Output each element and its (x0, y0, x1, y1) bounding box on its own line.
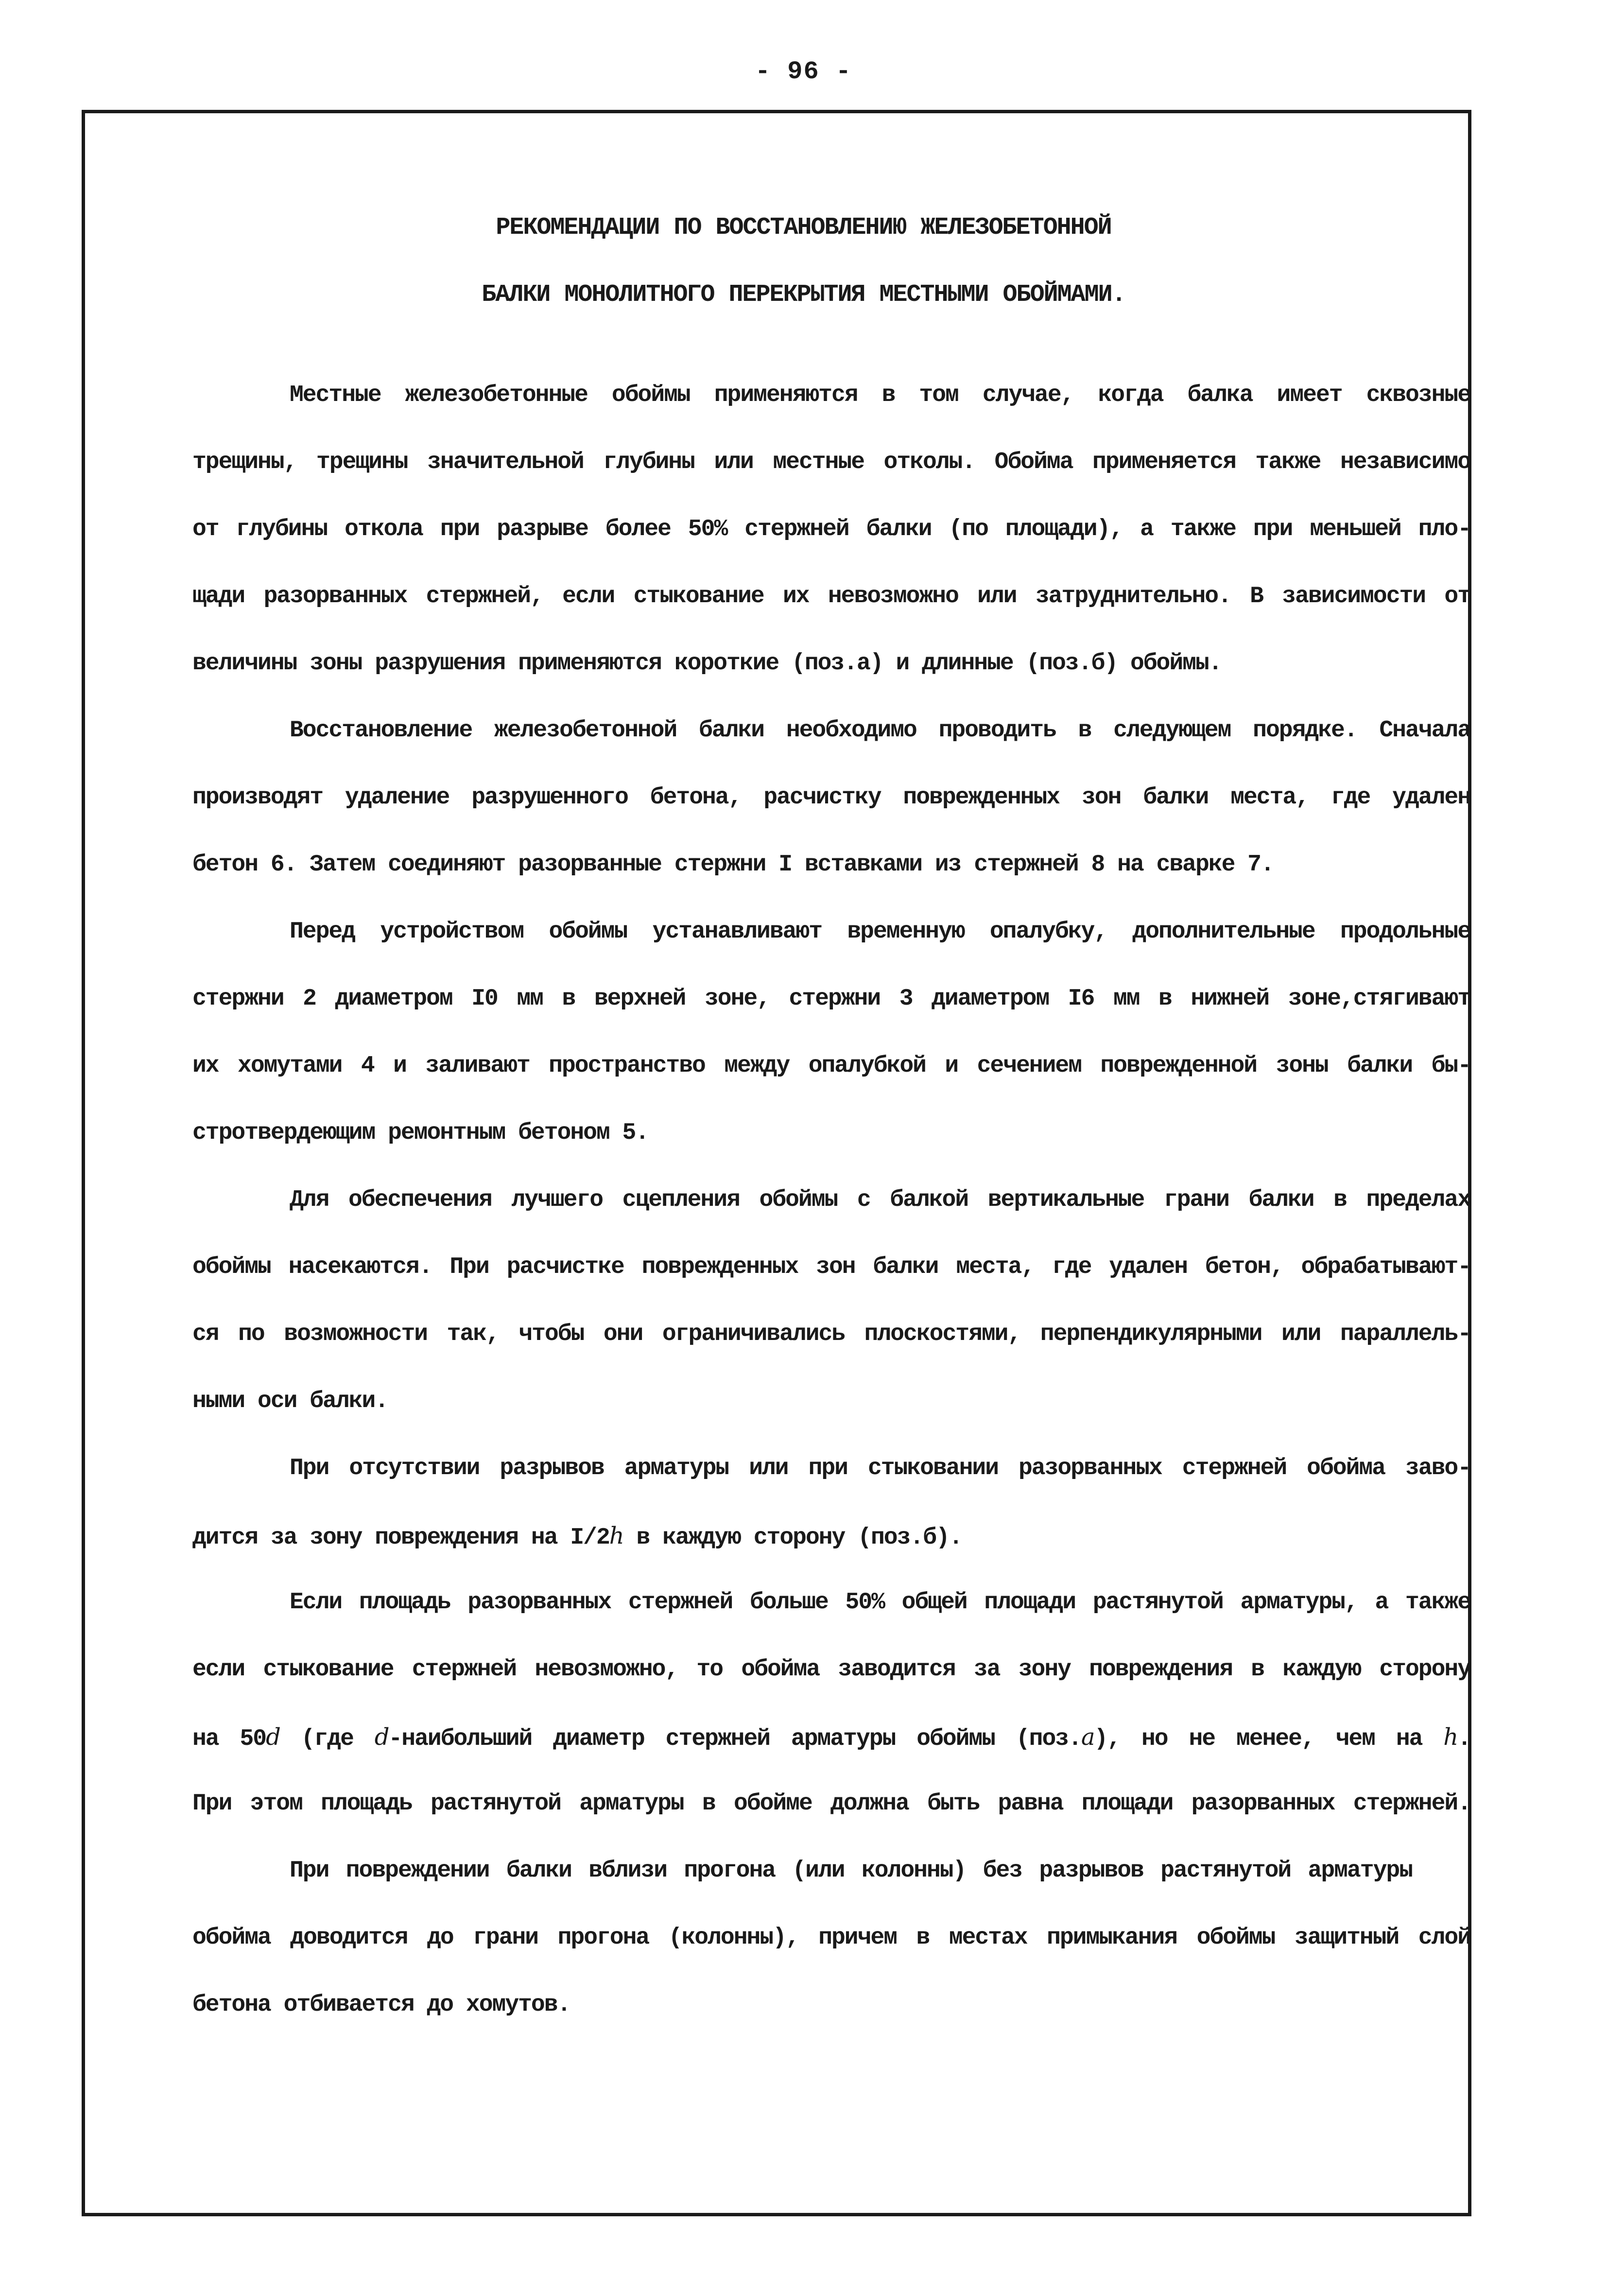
paragraph-2-line-3: бетон 6. Затем соединяют разорванные стержни I вставками из стержней 8 на сварке 7. (192, 852, 1274, 878)
paragraph-1-line-1: Местные железобетонные обоймы применяются в том случае, когда балка имеет сквозные (290, 382, 1470, 408)
diameter-symbol: d (374, 1723, 389, 1751)
paragraph-3-line-2: стержни 2 диаметром I0 мм в верхней зоне, стержни 3 диаметром I6 мм в нижней зоне,стягивают (192, 986, 1470, 1012)
paragraph-1-line-2: трещины, трещины значительной глубины или местные отколы. Обойма применяется также независимо (192, 449, 1470, 475)
paragraph-7-line-1: При повреждении балки вблизи прогона (или колонны) без разрывов растянутой арматуры (290, 1858, 1412, 1884)
diameter-symbol: d (266, 1723, 280, 1751)
paragraph-6-line-3-text-b: (где (279, 1726, 375, 1752)
paragraph-4-line-2: обоймы насекаются. При расчистке поврежденных зон балки места, где удален бетон, обрабатывают- (192, 1254, 1470, 1280)
paragraph-2-line-2: производят удаление разрушенного бетона, расчистку поврежденных зон балки места, где удален (192, 784, 1470, 811)
paragraph-2-line-1: Восстановление железобетонной балки необходимо проводить в следующем порядке. Сначала (290, 717, 1470, 744)
paragraph-5-line-2 (192, 1522, 1470, 1551)
paragraph-5-line-2-text-b: в каждую сторону (поз.б). (623, 1525, 962, 1551)
paragraph-5-line-1: При отсутствии разрывов арматуры или при стыковании разорванных стержней обойма заво- (290, 1455, 1470, 1481)
paragraph-6-line-3 (192, 1723, 1470, 1752)
document-title-line-2: БАЛКИ МОНОЛИТНОГО ПЕРЕКРЫТИЯ МЕСТНЫМИ ОБОЙМАМИ. (482, 281, 1125, 309)
paragraph-6-line-4: При этом площадь растянутой арматуры в обойме должна быть равна площади разорванных стержней. (192, 1791, 1470, 1817)
page-number: - 96 - (755, 57, 852, 86)
paragraph-6-line-1: Если площадь разорванных стержней больше 50% общей площади растянутой арматуры, а также (290, 1589, 1470, 1616)
paragraph-4-line-4: ными оси балки. (192, 1388, 388, 1414)
page-frame (82, 110, 1471, 2216)
height-symbol: h (609, 1522, 623, 1549)
paragraph-4-line-3: ся по возможности так, чтобы они ограничивались плоскостями, перпендикулярными или параллель- (192, 1321, 1470, 1347)
paragraph-3-line-4: стротвердеющим ремонтным бетоном 5. (192, 1120, 649, 1146)
paragraph-3-line-3: их хомутами 4 и заливают пространство между опалубкой и сечением поврежденной зоны балки бы- (192, 1053, 1470, 1079)
paragraph-6-line-3-text-d: ), но не менее, чем на (1094, 1726, 1444, 1752)
paragraph-7-line-2: обойма доводится до грани прогона (колонны), причем в местах примыкания обоймы защитный слой (192, 1925, 1470, 1951)
paragraph-6-line-2: если стыкование стержней невозможно, то обойма заводится за зону повреждения в каждую сторону (192, 1656, 1470, 1683)
paragraph-4-line-1: Для обеспечения лучшего сцепления обоймы с балкой вертикальные грани балки в пределах (290, 1187, 1470, 1213)
paragraph-6-line-3-text-c: -наибольший диаметр стержней арматуры обоймы (поз. (388, 1726, 1081, 1752)
paragraph-3-line-1: Перед устройством обоймы устанавливают временную опалубку, дополнительные продольные (290, 919, 1470, 945)
paragraph-5-line-2-text-a: дится за зону повреждения на I/2 (192, 1525, 609, 1551)
document-title-line-1: РЕКОМЕНДАЦИИ ПО ВОССТАНОВЛЕНИЮ ЖЕЛЕЗОБЕТОННОЙ (496, 214, 1111, 242)
paragraph-6-line-3-text-e: . (1457, 1726, 1471, 1752)
paragraph-7-line-3: бетона отбивается до хомутов. (192, 1992, 570, 2018)
paragraph-1-line-5: величины зоны разрушения применяются короткие (поз.а) и длинные (поз.б) обоймы. (192, 650, 1222, 677)
paragraph-6-line-3-text-a: на 50 (192, 1726, 266, 1752)
position-a-symbol: a (1081, 1723, 1094, 1751)
height-symbol: h (1443, 1723, 1458, 1751)
paragraph-1-line-4: щади разорванных стержней, если стыкование их невозможно или затруднительно. В зависимости от (192, 583, 1470, 609)
paragraph-1-line-3: от глубины откола при разрыве более 50% стержней балки (по площади), а также при меньшей пло- (192, 516, 1470, 542)
